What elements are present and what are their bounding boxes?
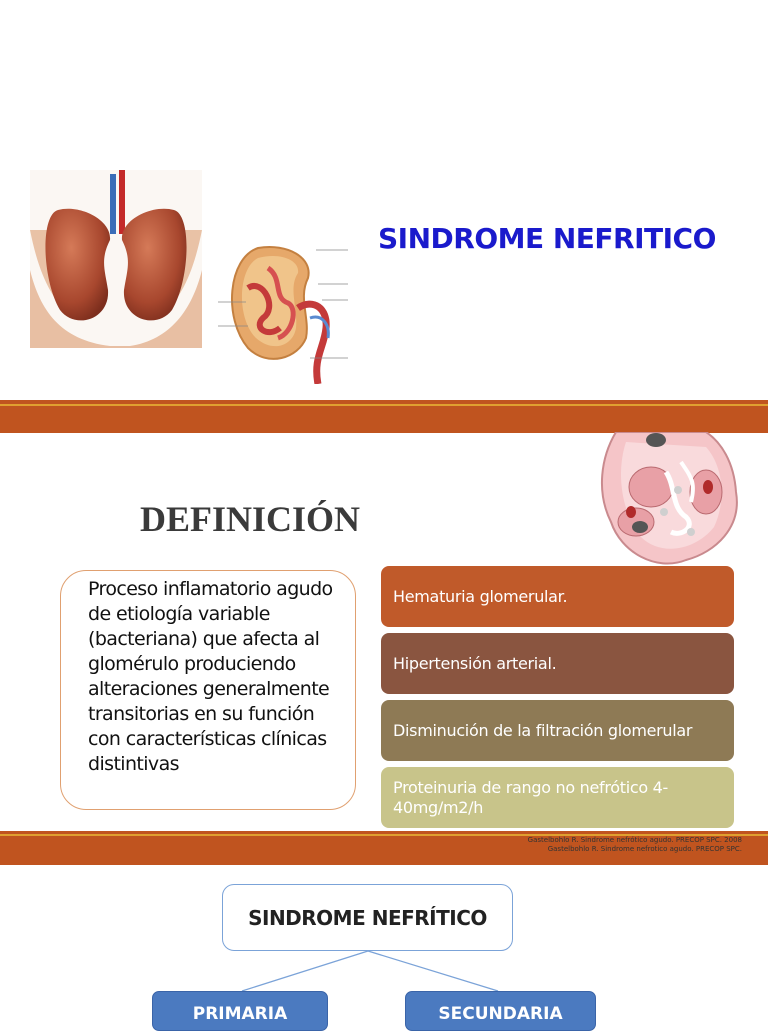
feature-label: Proteinuria de rango no nefrótico 4-40mg/m2/h bbox=[393, 777, 668, 817]
definition-text: Proceso inflamatorio agudo de etiología variable (bacteriana) que afecta al glomérulo produciendo alteraciones generalmente transitorias en su función con características clínicas distintivas bbox=[88, 578, 333, 775]
feature-proteinuria bbox=[381, 767, 734, 828]
slide-title bbox=[0, 0, 768, 400]
nephron-diagram-image bbox=[218, 238, 364, 384]
connector-lines bbox=[230, 951, 520, 993]
feature-hypertension bbox=[381, 633, 734, 694]
feature-filtration bbox=[381, 700, 734, 761]
feature-label: Hipertensión arterial. bbox=[393, 654, 557, 673]
citation-2: Gastelbohlo R. Sindrome nefrotico agudo. PRECOP SPC. bbox=[547, 845, 742, 853]
category-label: PRIMARIA bbox=[192, 1004, 288, 1024]
category-secundaria bbox=[405, 991, 596, 1031]
category-primaria bbox=[152, 991, 328, 1031]
slide2-header-band bbox=[0, 406, 768, 433]
category-label: SECUNDARIA bbox=[438, 1004, 563, 1024]
feature-hematuria bbox=[381, 566, 734, 627]
feature-label: Disminución de la filtración glomerular bbox=[393, 721, 693, 740]
slide1-title: SINDROME NEFRITICO bbox=[378, 222, 716, 255]
definition-heading: DEFINICIÓN bbox=[140, 499, 361, 539]
feature-label: Hematuria glomerular. bbox=[393, 587, 568, 606]
classification-root-box bbox=[222, 884, 513, 951]
citation-1: Gastelbohlo R. Sindrome nefrótico agudo. PRECOP SPC. 2008 bbox=[527, 836, 742, 844]
glomerulus-image bbox=[596, 432, 742, 570]
classification-root-label: SINDROME NEFRÍTICO bbox=[248, 905, 487, 930]
kidney-in-hands-image bbox=[30, 170, 202, 348]
